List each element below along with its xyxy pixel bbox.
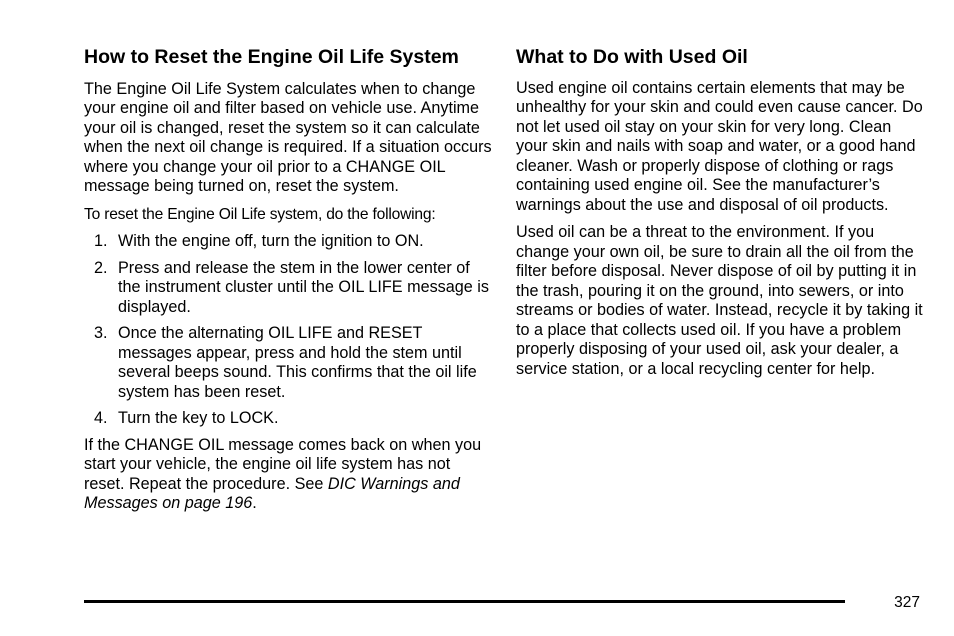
step-text: Press and release the stem in the lower center of the instrument cluster until the OIL LIFE message is displayed.: [118, 258, 489, 316]
closing-text: If the CHANGE OIL message comes back on when you start your vehicle, the engine oil life system has not reset. Repeat the procedure. See: [84, 435, 482, 493]
right-column: [516, 46, 924, 387]
used-oil-paragraph-health: Used engine oil contains certain elements that may be unhealthy for your skin and could even cause cancer. Do not let used oil stay on your skin for very long. Clean your skin and nails with soap and water, or a good hand cleaner. Wash or properly dispose of clothing or rags containing used engine oil. See the manufacturer’s warnings about the use and disposal of oil products.: [516, 78, 923, 214]
footer-rule: [84, 600, 845, 603]
section-heading-reset-oil-life: How to Reset the Engine Oil Life System: [84, 46, 459, 68]
closing-paragraph: [84, 436, 492, 514]
step-number: 3.: [94, 324, 108, 342]
cross-reference-link[interactable]: DIC Warnings and Messages on page 196: [84, 474, 460, 512]
list-item: [84, 232, 492, 252]
intro-paragraph: The Engine Oil Life System calculates when to change your engine oil and filter based on vehicle use. Anytime your oil is changed, reset the system so it can calculate when the next oil change is required. If a situation occurs where you change your oil prior to a CHANGE OIL message being turned on, reset the system.: [84, 79, 492, 195]
list-item: [84, 324, 492, 402]
list-item: [84, 259, 492, 318]
step-text: With the engine off, turn the ignition to ON.: [118, 232, 424, 250]
used-oil-paragraph-environment: Used oil can be a threat to the environment. If you change your own oil, be sure to drain all the oil from the filter before disposal. Never dispose of oil by putting it in the trash, pouring it on the ground, into sewers, or into streams or bodies of water. Instead, recycle it by taking it to a place that collects used oil. If you have a problem properly disposing of your used oil, ask your dealer, a service station, or a local recycling center for help.: [516, 223, 923, 378]
step-text: Turn the key to LOCK.: [118, 409, 279, 427]
page-number: 327: [894, 594, 920, 611]
steps-lead-in: To reset the Engine Oil Life system, do the following:: [84, 205, 436, 223]
step-text: Once the alternating OIL LIFE and RESET messages appear, press and hold the stem until several beeps sound. This confirms that the oil life system has been reset.: [118, 324, 477, 401]
reset-steps-list: [84, 232, 492, 429]
closing-period: .: [252, 494, 257, 512]
left-column: [84, 46, 492, 522]
step-number: 4.: [94, 409, 108, 427]
section-heading-used-oil: What to Do with Used Oil: [516, 46, 748, 68]
list-item: [84, 409, 492, 429]
step-number: 1.: [94, 232, 108, 250]
step-number: 2.: [94, 258, 108, 277]
